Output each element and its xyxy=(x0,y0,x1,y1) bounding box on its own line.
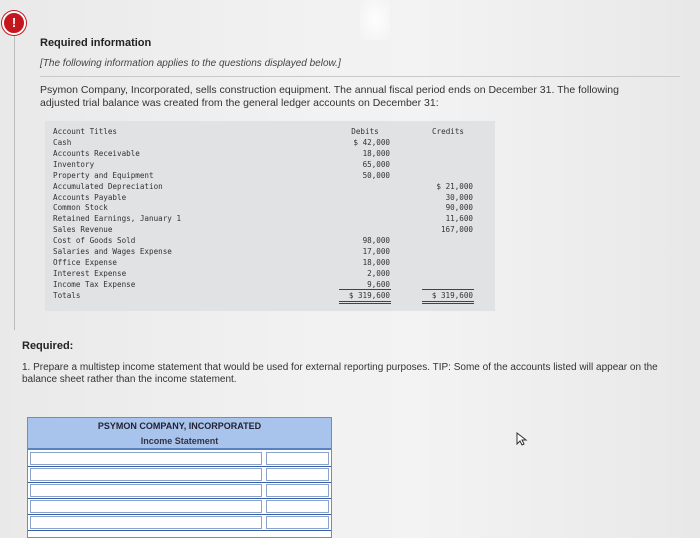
trial-balance-credit: $ 21,000 xyxy=(436,181,473,191)
trial-balance-account: Accumulated Depreciation xyxy=(53,181,163,191)
trial-balance-table xyxy=(45,121,495,311)
trial-balance-account: Cash xyxy=(53,138,72,147)
trial-balance-account: Accounts Receivable xyxy=(53,148,140,158)
income-statement-worksheet xyxy=(27,417,332,538)
trial-balance-debit xyxy=(340,224,390,235)
trial-balance-debit: 98,000 xyxy=(362,236,390,246)
trial-balance-debit: 9,600 xyxy=(367,279,390,289)
trial-balance-credit: 90,000 xyxy=(445,203,473,213)
trial-balance-account: Salaries and Wages Expense xyxy=(53,247,172,256)
trial-balance-account: Common Stock xyxy=(53,203,108,213)
trial-balance-debit xyxy=(340,213,390,224)
amount-input[interactable] xyxy=(266,484,329,497)
account-title-input[interactable] xyxy=(30,500,262,513)
trial-balance-account: Interest Expense xyxy=(53,268,127,278)
amount-input[interactable] xyxy=(266,452,329,465)
trial-balance-credit xyxy=(423,159,473,170)
trial-balance-credit xyxy=(423,246,473,257)
trial-balance-account: Income Tax Expense xyxy=(53,279,136,289)
trial-balance-debit: $ 319,600 xyxy=(348,290,390,300)
column-header-credits: Credits xyxy=(431,127,464,136)
account-title-input[interactable] xyxy=(30,484,262,497)
problem-intro: Psymon Company, Incorporated, sells construction equipment. The annual fiscal period ends on December 31. The following adjusted trial balance was created from the general ledger accounts on December 31: xyxy=(40,84,619,109)
trial-balance-debit xyxy=(340,181,390,192)
income-statement-header xyxy=(28,418,331,450)
trial-balance-debit: 65,000 xyxy=(362,159,390,169)
account-title-input[interactable] xyxy=(30,468,262,481)
required-info-title: Required information xyxy=(40,37,152,49)
exclamation-icon: ! xyxy=(2,11,26,35)
divider xyxy=(40,76,680,77)
total-rule xyxy=(339,289,391,290)
trial-balance-credit xyxy=(423,279,473,290)
trial-balance-credit xyxy=(423,137,473,148)
trial-balance-account: Office Expense xyxy=(53,257,118,267)
income-statement-row xyxy=(28,499,331,515)
trial-balance-credit xyxy=(423,170,473,181)
column-header-debits: Debits xyxy=(351,127,379,136)
trial-balance-debit: $ 42,000 xyxy=(353,138,390,147)
trial-balance-debit: 18,000 xyxy=(362,148,390,158)
panel-border xyxy=(14,10,29,330)
trial-balance-credit: 167,000 xyxy=(440,225,473,235)
income-statement-row xyxy=(28,451,331,467)
double-rule xyxy=(339,303,391,304)
trial-balance-account: Retained Earnings, January 1 xyxy=(53,214,182,224)
trial-balance-debit: 17,000 xyxy=(362,247,390,256)
question-1: 1. Prepare a multistep income statement that would be used for external reporting purposes. TIP: Some of the accounts listed will appear on the balance sheet rather than the income statement. xyxy=(22,362,658,385)
trial-balance-credit xyxy=(423,268,473,279)
account-title-input[interactable] xyxy=(30,516,262,529)
company-name: PSYMON COMPANY, INCORPORATED xyxy=(97,421,262,431)
trial-balance-debit xyxy=(340,192,390,203)
trial-balance-account: Inventory xyxy=(53,159,95,169)
amount-input[interactable] xyxy=(266,516,329,529)
trial-balance-debit: 18,000 xyxy=(362,257,390,267)
total-rule xyxy=(422,289,474,290)
trial-balance-credit: 30,000 xyxy=(445,192,473,202)
trial-balance-credit: 11,600 xyxy=(445,214,473,224)
amount-input[interactable] xyxy=(266,500,329,513)
required-label: Required: xyxy=(22,340,74,352)
double-rule xyxy=(422,301,474,302)
double-rule xyxy=(339,301,391,302)
trial-balance-account: Property and Equipment xyxy=(53,170,154,180)
amount-input[interactable] xyxy=(266,468,329,481)
trial-balance-account: Cost of Goods Sold xyxy=(53,236,136,246)
trial-balance-credit xyxy=(423,257,473,268)
double-rule xyxy=(422,303,474,304)
income-statement-row xyxy=(28,483,331,499)
trial-balance-account: Totals xyxy=(53,290,81,300)
required-info-subtitle: [The following information applies to the questions displayed below.] xyxy=(40,58,341,69)
trial-balance-account: Sales Revenue xyxy=(53,225,113,235)
account-title-input[interactable] xyxy=(30,452,262,465)
trial-balance-credit xyxy=(423,148,473,159)
column-header-account: Account Titles xyxy=(53,127,118,136)
statement-title: Income Statement xyxy=(140,436,219,446)
mouse-cursor-icon xyxy=(516,432,528,446)
trial-balance-credit: $ 319,600 xyxy=(431,290,473,300)
trial-balance-debit xyxy=(340,202,390,213)
trial-balance-credit xyxy=(423,235,473,246)
trial-balance-account: Accounts Payable xyxy=(53,192,127,202)
income-statement-row xyxy=(28,515,331,531)
trial-balance-debit: 2,000 xyxy=(367,268,390,278)
screen-glare xyxy=(360,0,390,40)
income-statement-row xyxy=(28,467,331,483)
trial-balance-debit: 50,000 xyxy=(362,170,390,180)
